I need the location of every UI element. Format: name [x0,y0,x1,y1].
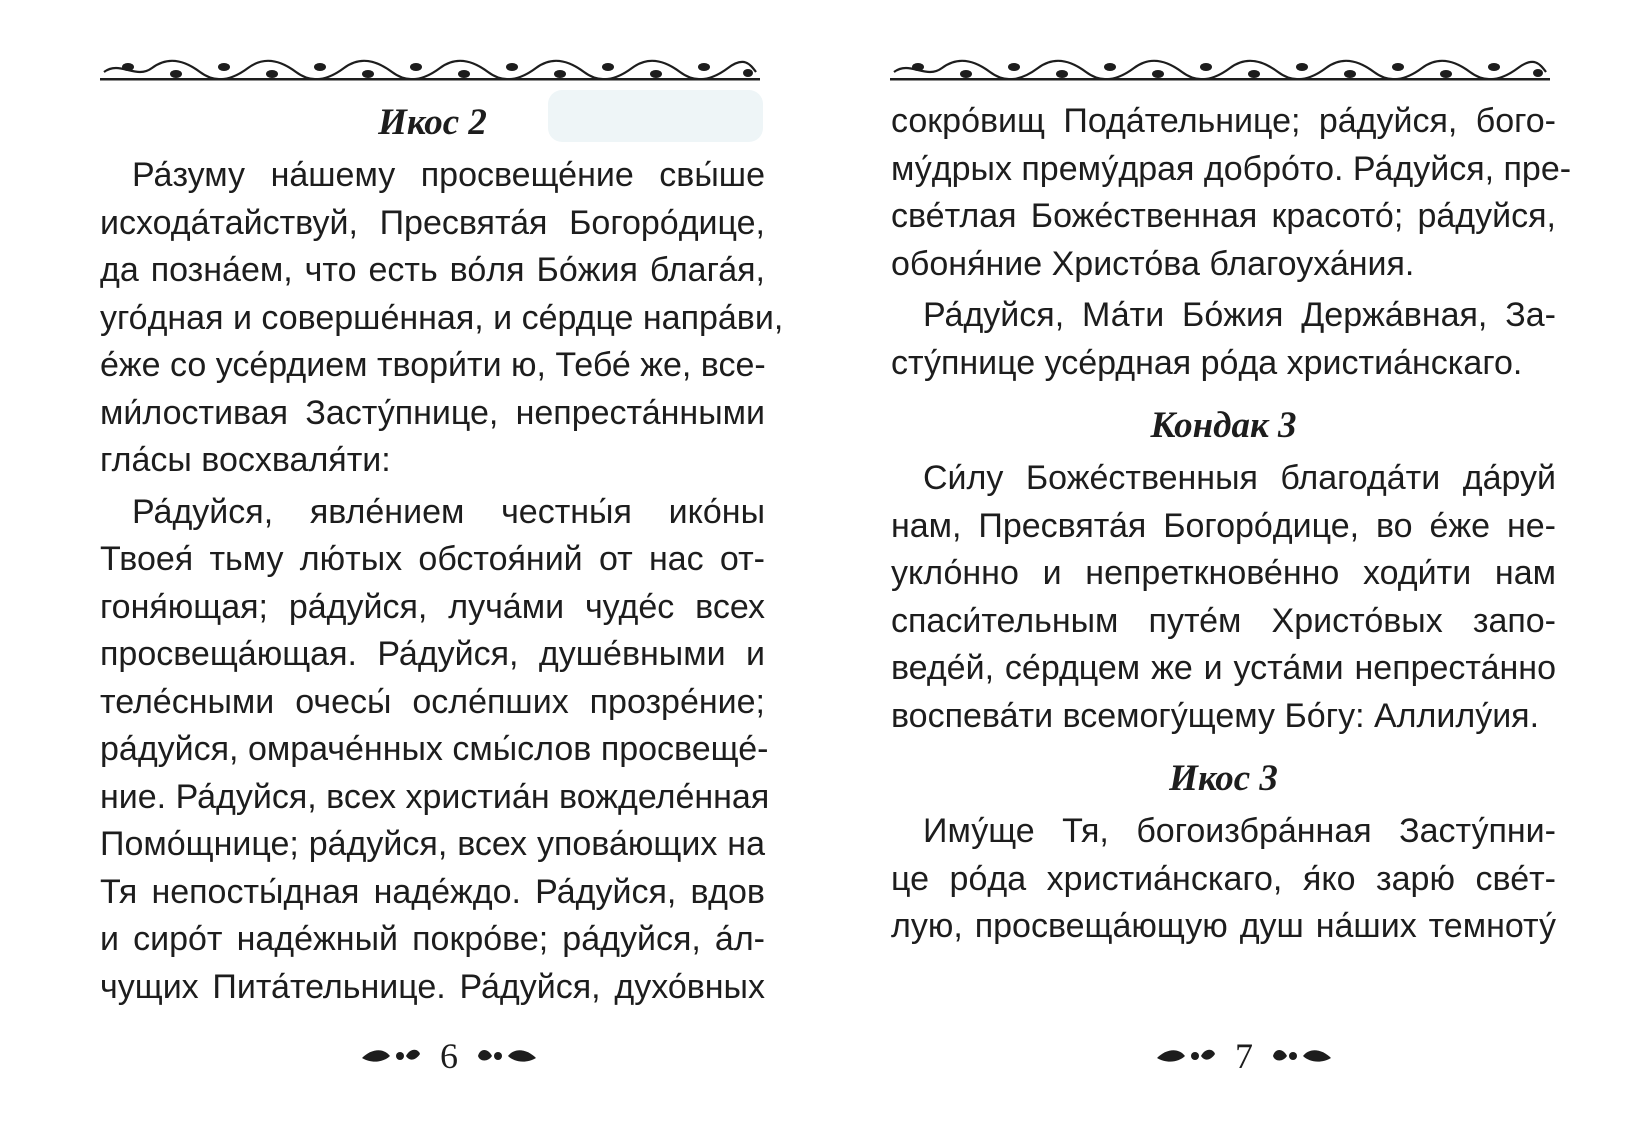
page-number: 6 [440,1036,458,1076]
text-line: лую, просвеща́ющую душ на́ших темноту́ [891,907,1556,945]
paragraph [891,98,1572,288]
text-line: нам, Пресвята́я Богоро́дице, во е́же не- [891,506,1556,545]
text-line: сту́пнице усе́рдная ро́да христиа́нскаго. [891,343,1523,382]
text-line: воспева́ти всемогу́щему Бо́гу: Аллилу́ия. [891,696,1540,735]
text-line: ние. Ра́дуйся, всех христиа́н вожделе́нная [100,777,770,816]
page-number: 7 [1235,1036,1253,1076]
text-line: обоня́ние Христо́ва благоуха́ния. [891,244,1415,283]
text-line: све́тлая Боже́ственная красото́; ра́дуйся, [891,197,1556,235]
text-line: ми́лостивая Засту́пнице, непреста́нными [100,393,765,432]
floral-sprig-icon [360,1044,422,1068]
text-line: це ро́да христиа́нскаго, я́ко зарю́ све́т- [891,859,1556,898]
page-number-folio [360,1036,538,1076]
section-heading: Икос 2 [378,102,487,143]
text-line: Ра́зуму на́шему просвеще́ние свы́ше [132,156,765,194]
text-line: и сиро́т наде́жный покро́ве; ра́дуйся, а́л- [100,920,765,958]
paragraph [891,455,1556,740]
left-page-text [100,98,784,1011]
text-line: Твоея́ тьму лю́тых обстоя́ний от нас от- [100,540,765,578]
floral-sprig-icon [1155,1044,1217,1068]
text-line: спаси́тельным путе́м Христо́вых запо- [891,601,1556,640]
text-line: да позна́ем, что есть во́ля Бо́жия блага́я, [100,251,765,289]
section-heading: Икос 3 [1169,758,1278,799]
floral-vine-border-icon [890,58,1550,82]
section-heading: Кондак 3 [1150,405,1297,446]
page-number-folio [1155,1036,1333,1076]
text-line: Иму́ще Тя, богоизбра́нная Засту́пни- [923,812,1556,850]
text-line: е́же со усе́рдием твори́ти ю, Тебе́ же, все- [100,346,766,384]
text-line: гла́сы восхваля́ти: [100,441,391,479]
text-line: Ра́дуйся, явле́нием честны́я ико́ны [132,492,765,531]
text-line: уго́дная и соверше́нная, и се́рдце напра́ви, [100,298,784,337]
text-line: гоня́ющая; ра́дуйся, луча́ми чуде́с всех [100,587,765,626]
text-line: укло́нно и непреткнове́нно ходи́ти нам [891,554,1556,592]
paragraph [891,292,1556,387]
text-line: ра́дуйся, омраче́нных смы́слов просвеще́- [100,730,769,768]
floral-vine-border-icon [100,58,760,82]
floral-sprig-icon [476,1044,538,1068]
text-line: чущих Пита́тельнице. Ра́дуйся, духо́вных [100,967,765,1006]
text-line: веде́й, се́рдцем же и уста́ми непреста́нно [891,649,1556,687]
text-line: теле́сными очесы́ осле́пших прозре́ние; [100,682,765,721]
text-line: му́дрых прему́драя добро́то. Ра́дуйся, пре- [891,149,1572,188]
right-page-text [891,98,1572,951]
paragraph [891,808,1556,951]
text-line: исхода́тайствуй, Пресвята́я Богоро́дице, [100,203,765,242]
text-line: Си́лу Боже́ственныя благода́ти да́руй [923,459,1556,497]
text-line: Помо́щнице; ра́дуйся, всех упова́ющих на [100,825,765,863]
text-line: просвеща́ющая. Ра́дуйся, душе́вными и [100,635,765,673]
text-line: сокро́вищ Пода́тельнице; ра́дуйся, бого- [891,102,1556,140]
text-line: Тя непосты́дная наде́ждо. Ра́дуйся, вдов [100,872,765,911]
paragraph [100,152,784,485]
text-line: Ра́дуйся, Ма́ти Бо́жия Держа́вная, За- [923,296,1556,334]
paragraph [100,489,770,1012]
right-page [820,0,1639,1127]
floral-sprig-icon [1271,1044,1333,1068]
